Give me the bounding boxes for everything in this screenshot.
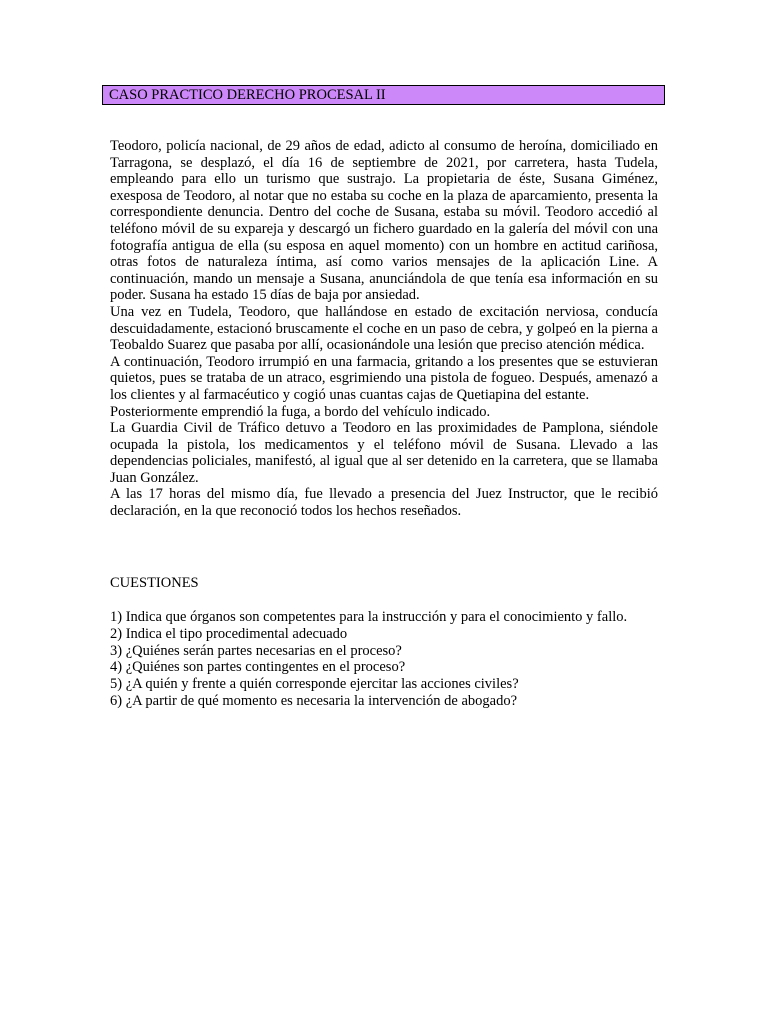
question-item: 1) Indica que órganos son competentes para la instrucción y para el conocimiento y fallo. [110,609,628,625]
case-paragraph: Una vez en Tudela, Teodoro, que hallándose en estado de excitación nerviosa, conducía descuidadamente, estacionó bruscamente el coche en un paso de cebra, y golpeó en la pierna a Teobaldo Suarez que pasaba por allí, ocasionándole una lesión que preciso atención médica. [110,303,658,354]
case-paragraph: A las 17 horas del mismo día, fue llevado a presencia del Juez Instructor, que le recibió declaración, en la que reconoció todos los hechos reseñados. [110,486,658,520]
document-title-text: CASO PRACTICO DERECHO PROCESAL II [109,87,386,103]
case-paragraph: La Guardia Civil de Tráfico detuvo a Teodoro en las proximidades de Pamplona, siéndole ocupada la pistola, los medicamentos y el teléfono móvil de Susana. Llevado a las dependencias policiales, manifestó, al igual que al ser detenido en la carretera, que se llamaba Juan González. [110,420,658,486]
case-description [110,138,658,520]
questions-heading: CUESTIONES [110,575,199,591]
question-item: 6) ¿A partir de qué momento es necesaria la intervención de abogado? [110,692,518,709]
question-item: 3) ¿Quiénes serán partes necesarias en el proceso? [110,642,402,659]
case-paragraph: A continuación, Teodoro irrumpió en una farmacia, gritando a los presentes que se estuvieran quietos, pues se trataba de un atraco, esgrimiendo una pistola de fogueo. Después, amenazó a los clientes y al farmacéutico y cogió unas cuantas cajas de Quetiapina del estante. [110,353,658,403]
question-item: 2) Indica el tipo procedimental adecuado [110,625,348,642]
questions-list [110,609,658,710]
case-paragraph: Teodoro, policía nacional, de 29 años de edad, adicto al consumo de heroína, domiciliado en Tarragona, se desplazó, el día 16 de septiembre de 2021, por carretera, hasta Tudela, empleando para ello un turismo que sustrajo. La propietaria de éste, Susana Giménez, exesposa de Teodoro, al notar que no estaba su coche en la plaza de aparcamiento, presenta la correspondiente denuncia. Dentro del coche de Susana, estaba su móvil. Teodoro accedió al teléfono móvil de su expareja y descargó un fichero guardado en la galería del móvil con una fotografía antigua de ella (su esposa en aquel momento) con un hombre en actitud cariñosa, otras fotos de naturaleza íntima, así como varios mensajes de la aplicación Line. A continuación, mando un mensaje a Susana, anunciándola de que tenía esa información en su poder. Susana ha estado 15 días de baja por ansiedad. [110,138,658,304]
question-item: 5) ¿A quién y frente a quién corresponde ejercitar las acciones civiles? [110,676,519,693]
question-item: 4) ¿Quiénes son partes contingentes en el proceso? [110,659,406,676]
case-paragraph: Posteriormente emprendió la fuga, a bordo del vehículo indicado. [110,403,491,420]
document-title [102,85,665,105]
